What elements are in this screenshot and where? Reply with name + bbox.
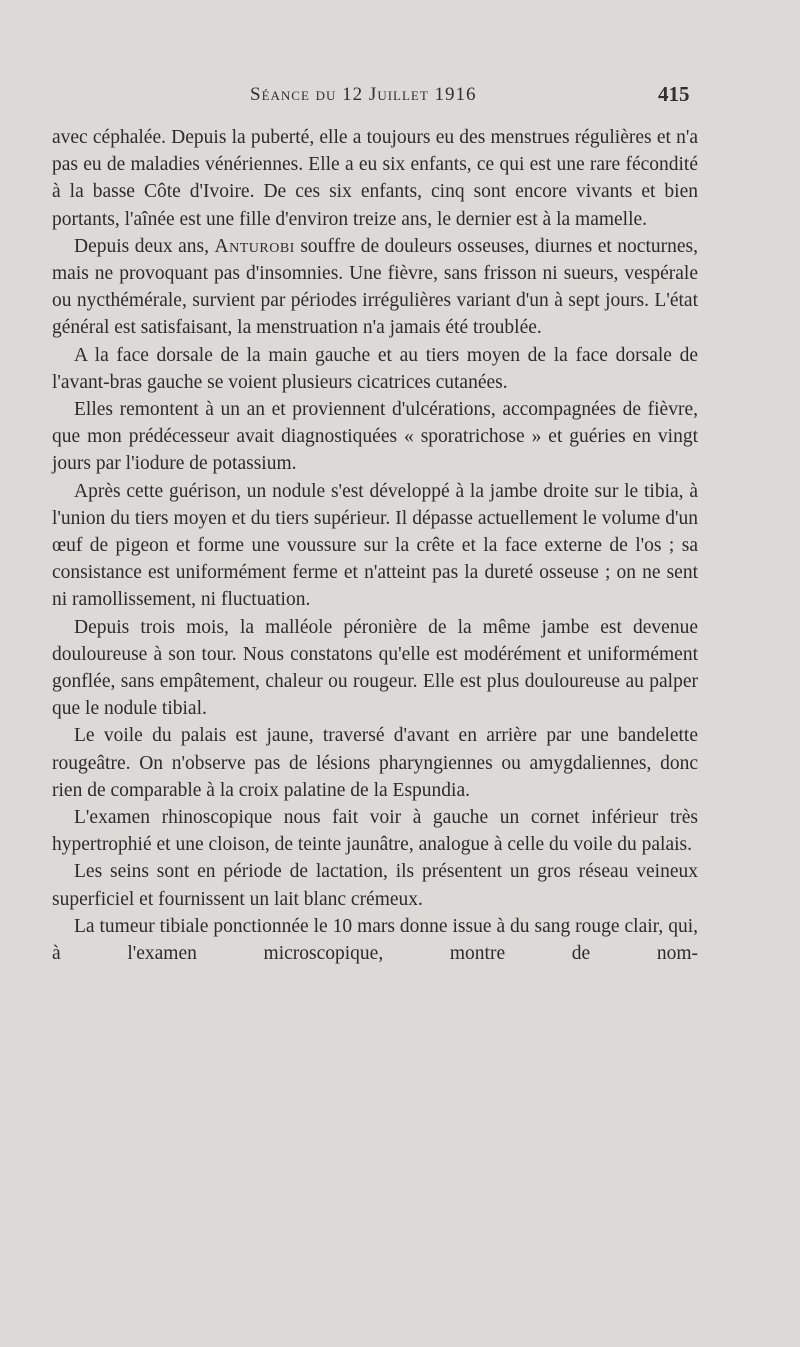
paragraph: L'examen rhinoscopique nous fait voir à gauche un cornet inférieur très hypertrophié et une cloison, de teinte jaunâtre, analogue à celle du voile du palais. [52, 807, 698, 856]
paragraph: La tumeur tibiale ponctionnée le 10 mars donne issue à du sang rouge clair, qui, à l'examen microscopique, montre de nom- [52, 915, 698, 965]
page-header [0, 84, 800, 114]
paragraph: A la face dorsale de la main gauche et au tiers moyen de la face dorsale de l'avant-bras gauche se voient plusieurs cicatrices cutanées. [52, 344, 698, 393]
paragraph-lead: Depuis deux ans, [74, 235, 215, 257]
paragraph: Le voile du palais est jaune, traversé d'avant en arrière par une bandelette rougeâtre. On n'observe pas de lésions pharyngiennes ou amygdaliennes, donc rien de comparable à la croix palatine de la Espundia. [52, 725, 698, 801]
body-text [52, 124, 698, 967]
paragraph: Depuis trois mois, la malléole péronière de la même jambe est devenue douloureuse à son tour. Nous constatons qu'elle est modérément et uniformément gonflée, sans empâtement, chaleur ou rougeur. Elle est plus douloureuse au palper que le nodule tibial. [52, 616, 698, 720]
patient-name: Anturobi [214, 235, 295, 257]
paragraph: Elles remontent à un an et proviennent d'ulcérations, accompagnées de fièvre, que mon prédécesseur avait diagnostiquées « sporatrichose » et guéries en vingt jours par l'iodure de potassium. [52, 399, 698, 475]
paragraph: avec céphalée. Depuis la puberté, elle a toujours eu des menstrues régulières et n'a pas eu de maladies vénériennes. Elle a eu six enfants, ce qui est une rare fécondité à la basse Côte d'Ivoire. De ces six enfants, cinq sont encore vivants et bien portants, l'aînée est une fille d'environ treize ans, le dernier est à la mamelle. [52, 127, 698, 230]
running-head: Séance du 12 Juillet 1916 [250, 84, 477, 105]
page-number: 415 [658, 82, 690, 106]
paragraph [52, 233, 698, 342]
paragraph: Après cette guérison, un nodule s'est développé à la jambe droite sur le tibia, à l'union du tiers moyen et du tiers supérieur. Il dépasse actuellement le volume d'un œuf de pigeon et forme une voussure sur la crête et la face externe de l'os ; sa consistance est uniformément ferme et n'atteint pas la dureté osseuse ; on ne sent ni ramollissement, ni fluctuation. [52, 480, 698, 611]
paragraph: Les seins sont en période de lactation, ils présentent un gros réseau veineux superficiel et fournissent un lait blanc crémeux. [52, 861, 698, 910]
paragraph-text: souffre de douleurs osseuses, diurnes et nocturnes, mais ne provoquant pas d'insomnies. Une fièvre, sans frisson ni sueurs, vespérale ou nycthémérale, survient par périodes irrégulières variant d'un à sept jours. L'état général est satisfaisant, la menstruation n'a jamais été troublée. [52, 235, 698, 339]
